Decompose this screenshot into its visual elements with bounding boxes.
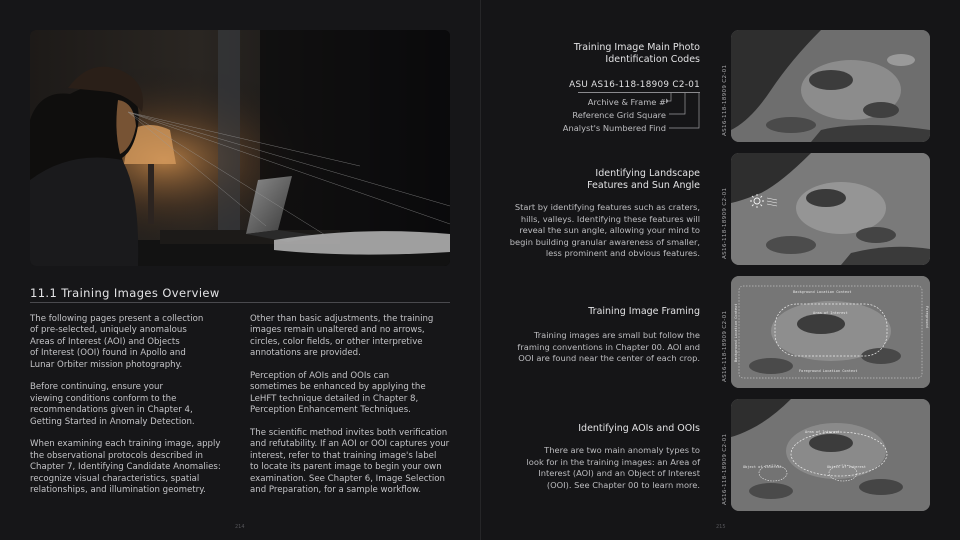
code-part-find: Analyst's Numbered Find bbox=[562, 123, 666, 133]
lunar-surface-image bbox=[731, 30, 930, 142]
annotation-ooi-left: Object of Interest bbox=[743, 465, 782, 469]
annotation-aoi: Area of Interest bbox=[805, 430, 840, 434]
annotation-fg-bottom: Foreground Location Context bbox=[799, 369, 858, 373]
framing-body: Training images are small but follow the framing conventions in Chapter 00. AOI and OOI are found near the center of each crop. bbox=[517, 330, 700, 364]
framing-block bbox=[505, 306, 700, 365]
lunar-surface-image bbox=[731, 153, 930, 265]
hero-photo bbox=[30, 30, 450, 266]
landscape-body: Start by identifying features such as craters, hills, valleys. Identifying these features will reveal the sun angle, allowing your mind to begin building granular awareness of smaller, less prominent and obvious features. bbox=[509, 202, 700, 259]
annotation-ooi-right: Object of Interest bbox=[827, 465, 866, 469]
paragraph: When examining each training image, apply the observational protocols described in Chapter 7, Identifying Candidate Anomalies: recognize visual characteristics, spatial relationships, and illumination geometry. bbox=[30, 439, 221, 496]
photo-code: ASU AS16-118-18909 C2-01 bbox=[569, 80, 700, 90]
landscape-title: Identifying Landscape Features and Sun Angle bbox=[587, 168, 700, 191]
paragraph: Before continuing, ensure your viewing conditions conform to the recommendations given in Chapter 4, Getting Started in Anomaly Detection. bbox=[30, 382, 195, 427]
annotation-bg-left: Background Location Context bbox=[734, 303, 738, 362]
annotation-fg-right: Foreground bbox=[925, 306, 929, 328]
paragraph: The scientific method invites both verification and refutability. If an AOI or OOI captures your interest, refer to that training image's label to locate its parent image to begin your own examination. See Chapter 6, Image Selection and Preparation, for a sample workflow. bbox=[250, 428, 450, 496]
framing-title: Training Image Framing bbox=[588, 306, 700, 317]
paragraph: Perception of AOIs and OOIs can sometimes be enhanced by applying the LeHFT technique detailed in Chapter 8, Perception Enhancement Techniques. bbox=[250, 371, 426, 416]
body-column-2 bbox=[250, 314, 455, 508]
section-title: 11.1 Training Images Overview bbox=[30, 286, 220, 300]
landscape-block bbox=[505, 168, 700, 260]
page-number-right: 215 bbox=[716, 524, 726, 530]
lunar-thumbnail bbox=[731, 399, 930, 511]
analyst-at-desk-image bbox=[30, 30, 450, 266]
code-connector-lines bbox=[650, 84, 710, 134]
section-rule bbox=[30, 302, 450, 303]
annotation-bg-top: Background Location Context bbox=[793, 290, 852, 294]
annotation-aoi: Area of Interest bbox=[813, 311, 848, 315]
lunar-thumbnail bbox=[731, 153, 930, 265]
lunar-surface-image bbox=[731, 399, 930, 511]
lunar-thumbnail bbox=[731, 276, 930, 388]
lunar-surface-image bbox=[731, 276, 930, 388]
body-column-1 bbox=[30, 314, 230, 508]
id-codes-title: Training Image Main Photo Identification Codes bbox=[573, 42, 700, 65]
paragraph: The following pages present a collection of pre-selected, uniquely anomalous Areas of Interest (AOI) and Objects of Interest (OOI) found in Apollo and Lunar Orbiter mission photography. bbox=[30, 314, 204, 370]
lunar-thumbnail bbox=[731, 30, 930, 142]
paragraph: Other than basic adjustments, the training images remain unaltered and no arrows, circles, color fields, or other interpretive annotations are provided. bbox=[250, 314, 434, 359]
aoi-ooi-block bbox=[505, 423, 700, 491]
code-part-archive: Archive & Frame # bbox=[587, 97, 666, 107]
aoi-ooi-title: Identifying AOIs and OOIs bbox=[578, 423, 700, 434]
id-codes-block bbox=[505, 42, 700, 66]
page-number-left: 214 bbox=[235, 524, 245, 530]
aoi-ooi-body: There are two main anomaly types to look for in the training images: an Area of Interest (AOI) and an Object of Interest (OOI). See Chapter 00 to learn more. bbox=[526, 445, 700, 490]
code-part-grid: Reference Grid Square bbox=[572, 110, 666, 120]
